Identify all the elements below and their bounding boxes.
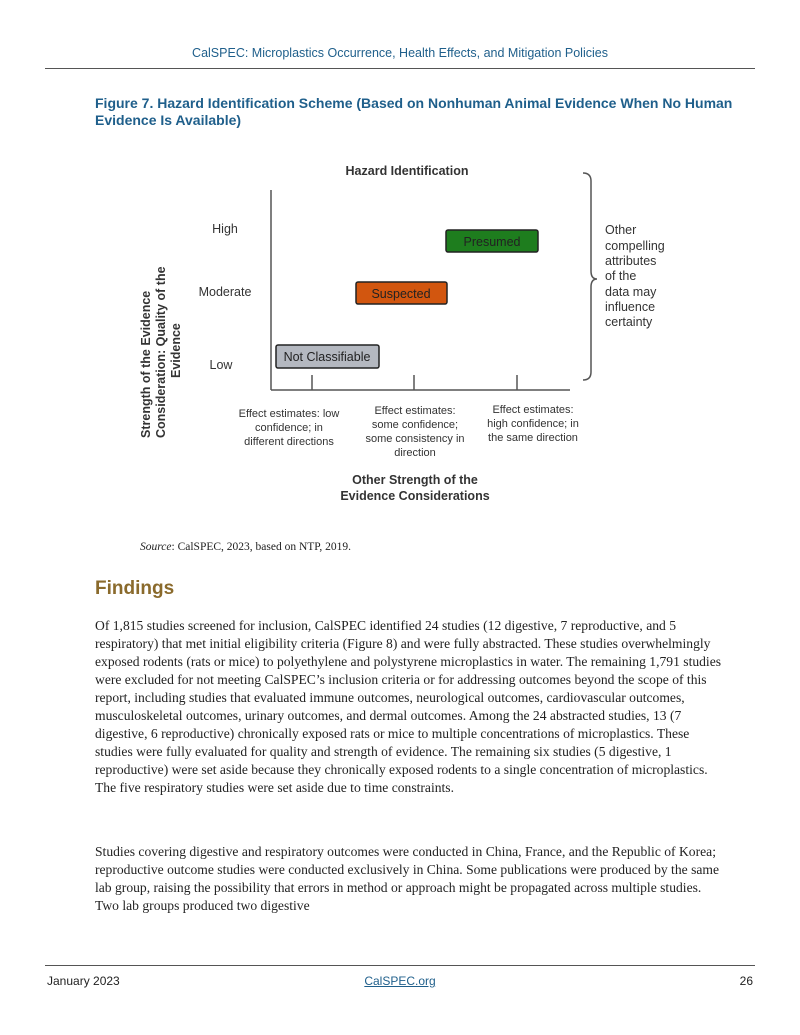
figure-source — [140, 541, 351, 553]
y-level-low: Low — [209, 358, 233, 372]
x-tick-3-line-3: the same direction — [488, 432, 578, 444]
x-tick-2-line-4: direction — [394, 447, 436, 459]
x-tick-2-line-1: Effect estimates: — [374, 405, 456, 417]
diagram-title: Hazard Identification — [345, 164, 469, 178]
x-tick-1-line-2: confidence; in — [255, 422, 323, 434]
findings-paragraph-1: Of 1,815 studies screened for inclusion, CalSPEC identified 24 studies (12 digestive, 7 reproductive, and 5 respiratory) that met initial eligibility criteria (Figure 8) and were fully abstracted. These studies overwhelmingly exposed rodents (rats or mice) to polyethylene and polystyrene microplastics in water. The remaining 1,791 studies were excluded for not meeting CalSPEC’s inclusion criteria or for addressing outcomes beyond the scope of this report, including studies that evaluated immune outcomes, neurological outcomes, cardiovascular outcomes, musculoskeletal outcomes, urinary outcomes, and dermal outcomes. Among the 24 abstracted studies, 13 (7 digestive, 6 reproductive) chronically exposed rats or mice to multiple concentrations of microplastics. These studies were fully evaluated for quality and strength of evidence. The remaining six studies (5 digestive, 1 reproductive) were set aside because they chronically exposed rodents to a single concentration of microplastics. The five respiratory studies were set aside due to time constraints. — [95, 618, 722, 795]
x-tick-1-line-3: different directions — [244, 436, 334, 448]
y-axis-label-line-2: Consideration: Quality of the — [154, 266, 168, 438]
brace-note-line-1: Other — [605, 223, 637, 237]
x-axis-label-line-1: Other Strength of the — [352, 473, 478, 487]
suspected-label: Suspected — [371, 287, 431, 301]
right-brace — [583, 173, 597, 380]
y-level-moderate: Moderate — [198, 285, 252, 299]
footer-rule — [45, 965, 755, 966]
y-level-high: High — [212, 222, 238, 236]
header-rule — [45, 68, 755, 69]
hazard-identification-diagram — [0, 150, 800, 520]
brace-note-line-6: influence — [605, 300, 656, 314]
footer-date: January 2023 — [47, 974, 120, 988]
x-tick-1-line-1: Effect estimates: low — [238, 408, 340, 420]
brace-note-line-3: attributes — [605, 254, 657, 268]
x-tick-2-line-2: some confidence; — [371, 419, 459, 431]
running-header: CalSPEC: Microplastics Occurrence, Health Effects, and Mitigation Policies — [192, 46, 608, 60]
x-tick-3-line-2: high confidence; in — [487, 418, 579, 430]
footer-calspec-link[interactable]: CalSPEC.org — [364, 974, 436, 988]
not-classifiable-label: Not Classifiable — [283, 350, 371, 364]
findings-paragraph-2: Studies covering digestive and respiratory outcomes were conducted in China, France, and the Republic of Korea; reproductive outcome studies were conducted exclusively in China. Some publications were produced by the same lab group, raising the possibility that errors in method or approach might be propagated across multiple studies. Two lab groups produced two digestive — [95, 844, 719, 913]
y-axis-label-line-1: Strength of the Evidence — [139, 290, 153, 438]
brace-note-line-7: certainty — [605, 315, 653, 329]
source-text: : CalSPEC, 2023, based on NTP, 2019. — [171, 541, 352, 553]
findings-heading: Findings — [95, 578, 175, 599]
x-tick-2-line-3: some consistency in — [365, 433, 465, 445]
brace-note-line-2: compelling — [605, 239, 665, 253]
x-tick-3-line-1: Effect estimates: — [492, 404, 574, 416]
y-axis-label-line-3: Evidence — [169, 323, 183, 378]
source-label: Source — [140, 541, 172, 553]
page-number: 26 — [739, 974, 753, 988]
footer-link-wrapper — [0, 974, 800, 988]
brace-note-line-4: of the — [605, 269, 637, 283]
brace-note-line-5: data may — [605, 285, 657, 299]
presumed-label: Presumed — [463, 235, 521, 249]
x-axis-label-line-2: Evidence Considerations — [340, 489, 490, 503]
figure-title: Figure 7. Hazard Identification Scheme (Based on Nonhuman Animal Evidence When No Human Evidence Is Available) — [95, 95, 733, 128]
